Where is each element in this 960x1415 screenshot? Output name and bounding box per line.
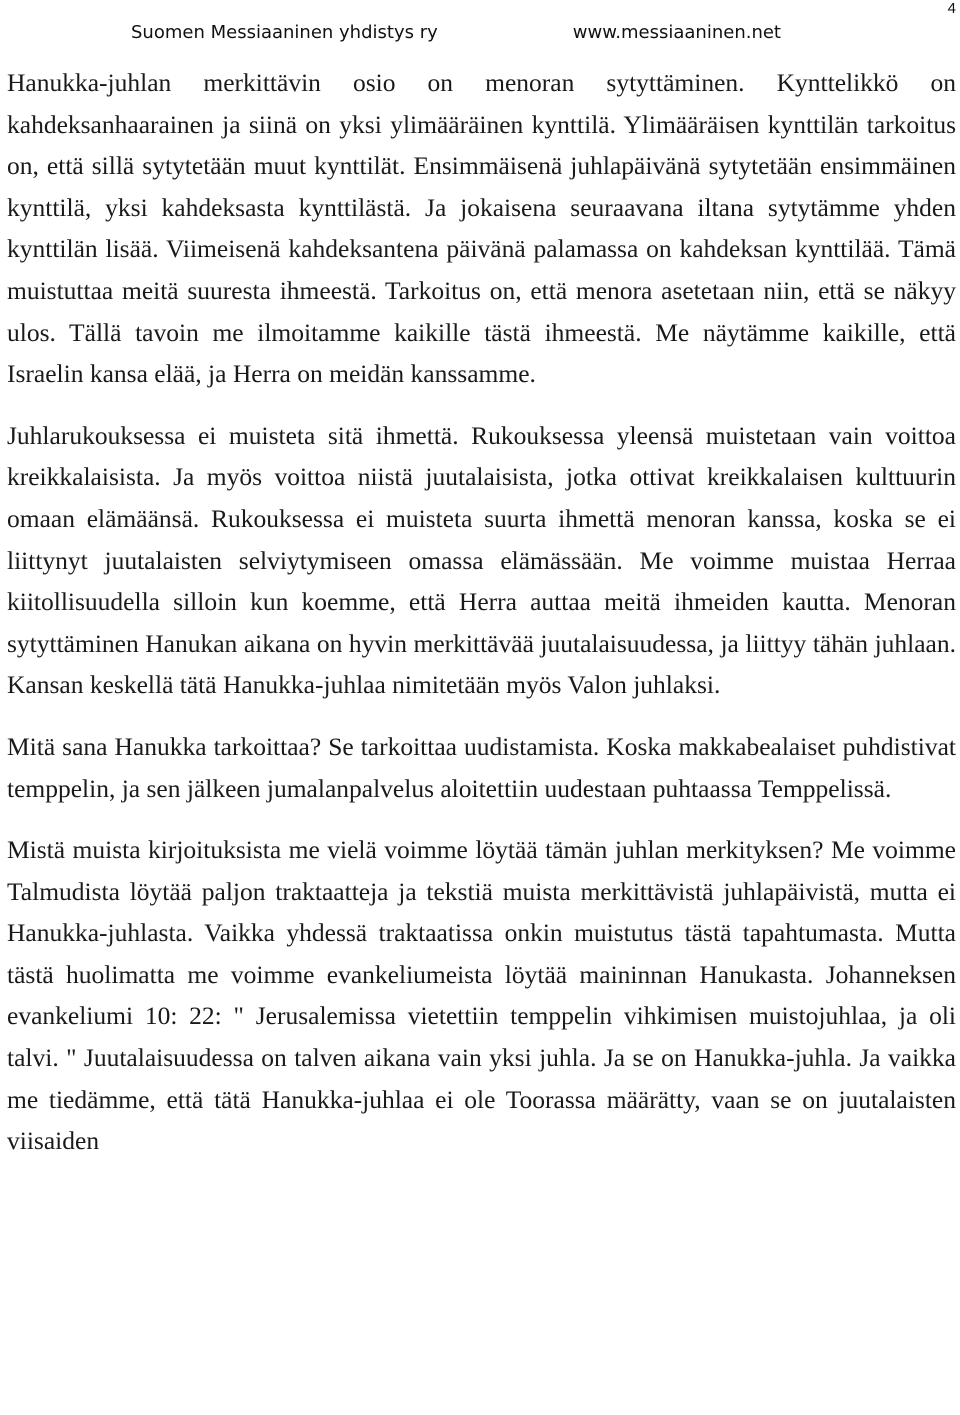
body-text	[7, 62, 956, 1182]
website-url: www.messiaaninen.net	[572, 22, 781, 43]
page-header	[131, 22, 781, 52]
paragraph-4: Mistä muista kirjoituksista me vielä voimme löytää tämän juhlan merkityksen? Me voimme Talmudista löytää paljon traktaatteja ja tekstiä muista merkittävistä juhlapäivistä, mutta ei Hanukka-juhlasta. Vaikka yhdessä traktaatissa onkin muistutus tästä tapahtumasta. Mutta tästä huolimatta me voimme evankeliumeista löytää maininnan Hanukasta. Johanneksen evankeliumi 10: 22: " Jerusalemissa vietettiin temppelin vihkimisen muistojuhlaa, ja oli talvi. " Juutalaisuudessa on talven aikana vain yksi juhla. Ja se on Hanukka-juhla. Ja vaikka me tiedämme, että tätä Hanukka-juhlaa ei ole Toorassa määrätty, vaan se on juutalaisten viisaiden	[7, 835, 956, 1156]
paragraph-3: Mitä sana Hanukka tarkoittaa? Se tarkoittaa uudistamista. Koska makkabealaiset puhdistivat temppelin, ja sen jälkeen jumalanpalvelus aloitettiin uudestaan puhtaassa Temppelissä.	[7, 731, 956, 803]
organization-name: Suomen Messiaaninen yhdistys ry	[131, 22, 438, 43]
page-number: 4	[947, 0, 956, 17]
paragraph-2: Juhlarukouksessa ei muisteta sitä ihmettä. Rukouksessa yleensä muistetaan vain voittoa kreikkalaisista. Ja myös voittoa niistä juutalaisista, jotka ottivat kreikkalaisen kulttuurin omaan elämäänsä. Rukouksessa ei muisteta suurta ihmettä menoran kanssa, koska se ei liittynyt juutalaisten selviytymiseen omassa elämässään. Me voimme muistaa Herraa kiitollisuudella silloin kun koemme, että Herra auttaa meitä ihmeiden kautta. Menoran sytyttäminen Hanukan aikana on hyvin merkittävää juutalaisuudessa, ja liittyy tähän juhlaan. Kansan keskellä tätä Hanukka-juhlaa nimitetään myös Valon juhlaksi.	[7, 420, 956, 700]
paragraph-1: Hanukka-juhlan merkittävin osio on menoran sytyttäminen. Kynttelikkö on kahdeksanhaarainen ja siinä on yksi ylimääräinen kynttilä. Ylimääräisen kynttilän tarkoitus on, että sillä sytytetään muut kynttilät. Ensimmäisenä juhlapäivänä sytytetään ensimmäinen kynttilä, yksi kahdeksasta kynttilästä. Ja jokaisena seuraavana iltana sytytämme yhden kynttilän lisää. Viimeisenä kahdeksantena päivänä palamassa on kahdeksan kynttilää. Tämä muistuttaa meitä suuresta ihmeestä. Tarkoitus on, että menora asetetaan niin, että se näkyy ulos. Tällä tavoin me ilmoitamme kaikille tästä ihmeestä. Me näytämme kaikille, että Israelin kansa elää, ja Herra on meidän kanssamme.	[7, 68, 956, 389]
